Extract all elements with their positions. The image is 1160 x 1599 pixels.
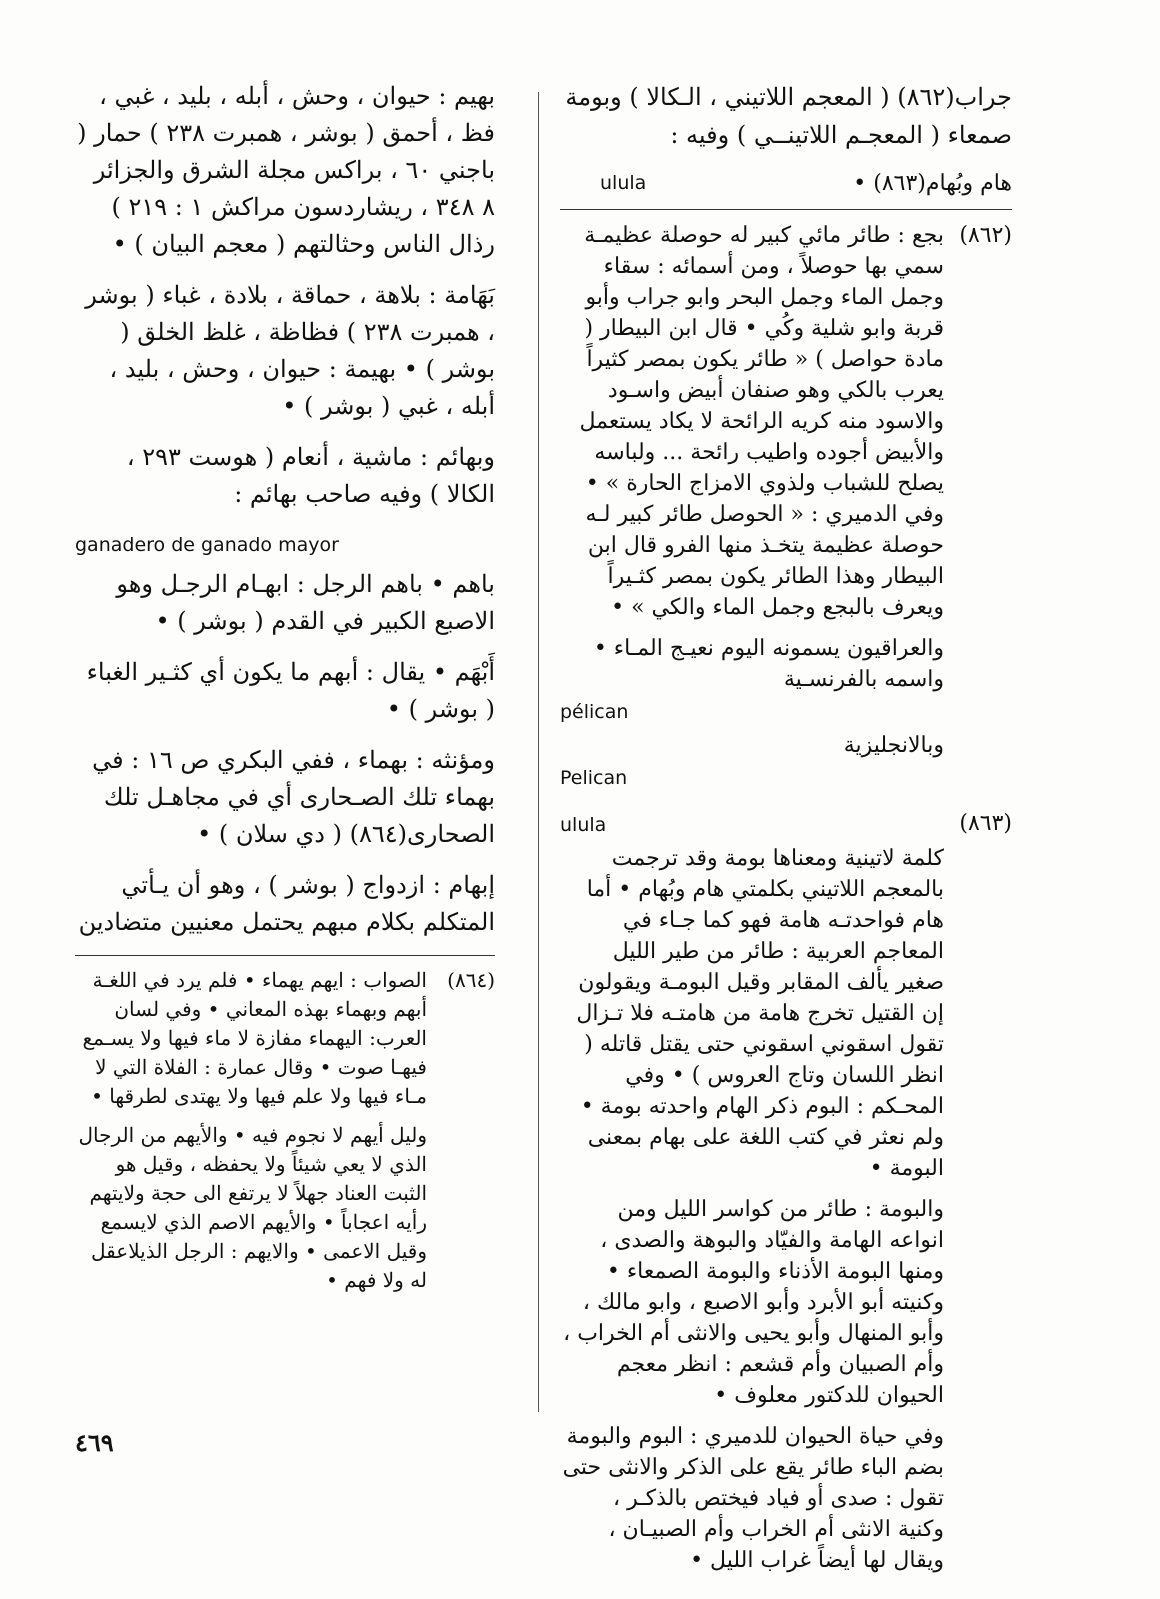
right-heading [560, 78, 1012, 154]
right-footnote-rule [560, 209, 1012, 210]
column-divider [538, 92, 539, 1412]
latin-english: Pelican [560, 767, 628, 789]
footnote-body [75, 966, 427, 1295]
footnote-subparagraph: وفي حياة الحيوان للدميري : البوم والبومة بضم الباء طائر يقع على الذكر والانثى حتى تقول : صدى أو فياد فيختص بالذكـر ، وكنية الانثى أم الخراب وأم الصبيـان ، ويقال لها أيضاً غراب الليل • [562, 1424, 944, 1573]
right-heading-text: جراب(٨٦٢) ( المعجم اللاتيني ، الـكالا ) وبومة صمعاء ( المعجـم اللاتينــي ) وفيه : [565, 83, 1012, 149]
entry-paragraph: وبهائم : ماشية ، أنعام ( هوست ٢٩٣ ، الكالا ) وفيه صاحب بهائم : [126, 443, 495, 508]
right-heading-block [560, 78, 1012, 199]
entry-paragraph: إبهام : ازدواج ( بوشر ) ، وهو أن يـأتي المتكلم بكلام مبهم يحتمل معنيين متضادين [78, 871, 495, 936]
footnote-number: (٨٦٤) [447, 968, 495, 992]
right-column [560, 78, 1012, 1588]
entry-paragraph: بَهَامة : بلاهة ، حماقة ، بلادة ، غباء ( بوشر ، همبرت ٢٣٨ ) فظاظة ، غلظ الخلق ( بوشر ) • بهيمة : حيوان ، وحش ، بليد ، أبله ، غبي ( بوشر ) • [85, 281, 495, 420]
footnote-863 [560, 808, 1012, 1576]
footnote-text: بجع : طائر مائي كبير له حوصلة عظيمـة سمي بها حوصلاً ، ومن أسمائه : سقاء وجمل الماء وجمل البحر وابو جراب وأبو قربة وابو شلية وكُي • قال ابن البيطار ( مادة حواصل ) « طائر يكون بمصر كثيراً يعرب بالكي وهو صنفان أبيض واسـود والاسود منه كريه الرائحة لا يكاد يستعمل والأبيض أجوده واطيب رائحة ... ولباسه يصلح للشباب ولذوي الامزاج الحارة » • وفي الدميري : « الحوصل طائر كبير لـه حوصلة عظيمة يتخـذ منها الفرو قال ابن البيطار وهذا الطائر يكون بمصر كثـيراً ويعرف بالبجع وجمل الماء والكي » • [579, 223, 944, 620]
footnote-number: (٨٦٢) [959, 223, 1012, 248]
right-heading-tail: هام وبُهام(٨٦٣) • [853, 171, 1012, 196]
footnote-sub-text: والعراقيون يسمونه اليوم نعيـج المـاء • واسمه بالفرنسـية [593, 636, 944, 692]
entry-paragraph: بهيم : حيوان ، وحش ، أبله ، بليد ، غبي ، فظ ، أحمق ( بوشر ، همبرت ٢٣٨ ) حمار ( باجني ٦٠ ، براكس مجلة الشرق والجزائر ٨ ٣٤٨ ، ريشاردسون مراكش ١ : ٢١٩ ) رذال الناس وحثالتهم ( معجم البيان ) • [77, 82, 495, 258]
entry-paragraph: باهم • باهم الرجل : ابهـام الرجـل وهو الاصبع الكبير في القدم ( بوشر ) • [116, 570, 495, 635]
footnote-text: الصواب : ايهم يهماء • فلم يرد في اللغـة أبهم وبهماء بهذه المعاني • وفي لسان العرب: اليهماء مفازة لا ماء فيها ولا يسـمع فيهـا صوت • وقال عمارة : الفلاة التي لا مـاء فيها ولا علم فيها ولا يهتدى لطرقها • [82, 968, 427, 1108]
latin-french: pélican [560, 701, 629, 723]
footnote-sub-tail: وبالانجليزية [843, 733, 944, 758]
left-column [75, 78, 495, 1307]
spanish-phrase: ganadero de ganado mayor [75, 534, 339, 556]
footnote-subparagraph [560, 633, 944, 794]
latin-term: ulula [560, 814, 607, 836]
entry-paragraph: أَبْهَم • يقال : أبهم ما يكون أي كثـير الغباء ( بوشر ) • [86, 658, 495, 723]
footnote-text: كلمة لاتينية ومعناها بومة وقد ترجمت بالمعجم اللاتيني بكلمتي هام وبُهام • أما هام فواحدتـه هامة فهو كما جـاء في المعاجم العربية : طائر من طير الليل صغير يألف المقابر وقيل البومـة ويقولون إن القتيل تخرج هامة من هامتـه فلا تـزال تقول اسقوني اسقوني حتى يقتل قاتله ( انظر اللسان وتاج العروس ) • وفي المحـكم : البوم ذكر الهام واحدته بومة • ولم نعثر في كتب اللغة على بهام بمعنى البومة • [576, 846, 944, 1181]
entry-paragraph: ومؤنثه : بهماء ، ففي البكري ص ١٦ : في بهماء تلك الصـحارى أي في مجاهـل تلك الصحارى(٨٦٤) ( دي سلان ) • [92, 746, 495, 848]
footnote-864 [75, 966, 495, 1295]
footnote-body [560, 808, 944, 1576]
footnote-862 [560, 220, 1012, 796]
footnote-subparagraph: والبومة : طائر من كواسر الليل ومن انواعه الهامة والفيّاد والبوهة والصدى ، ومنها البومة الأذناء والبومة الصمعاء • وكنيته أبو الأبرد وأبو الاصبع ، وابو مالك ، وأبو المنهال وأبو يحيى والانثى أم الخراب ، وأم الصبيان وأم قشعم : انظر معجم الحيوان للدكتور معلوف • [563, 1197, 944, 1408]
footnote-subparagraph: وليل أيهم لا نجوم فيه • والأيهم من الرجال الذي لا يعي شيئاً ولا يحفظه ، وقيل هو الثبت العناد جهلاً لا يرتفع الى حجة ولايتهم رأيه اعجاباً • والأيهم الاصم الذي لايسمع وقيل الاعمى • والايهم : الرجل الذيلاعقل له ولا فهم • [78, 1123, 427, 1292]
page-number: ٤٦٩ [75, 1428, 114, 1457]
right-heading-latin-line [560, 168, 1012, 199]
footnote-body [560, 220, 944, 796]
left-footnote-rule [75, 955, 495, 956]
footnote-number: (٨٦٣) [959, 811, 1012, 836]
right-heading-latin: ulula [600, 172, 647, 194]
